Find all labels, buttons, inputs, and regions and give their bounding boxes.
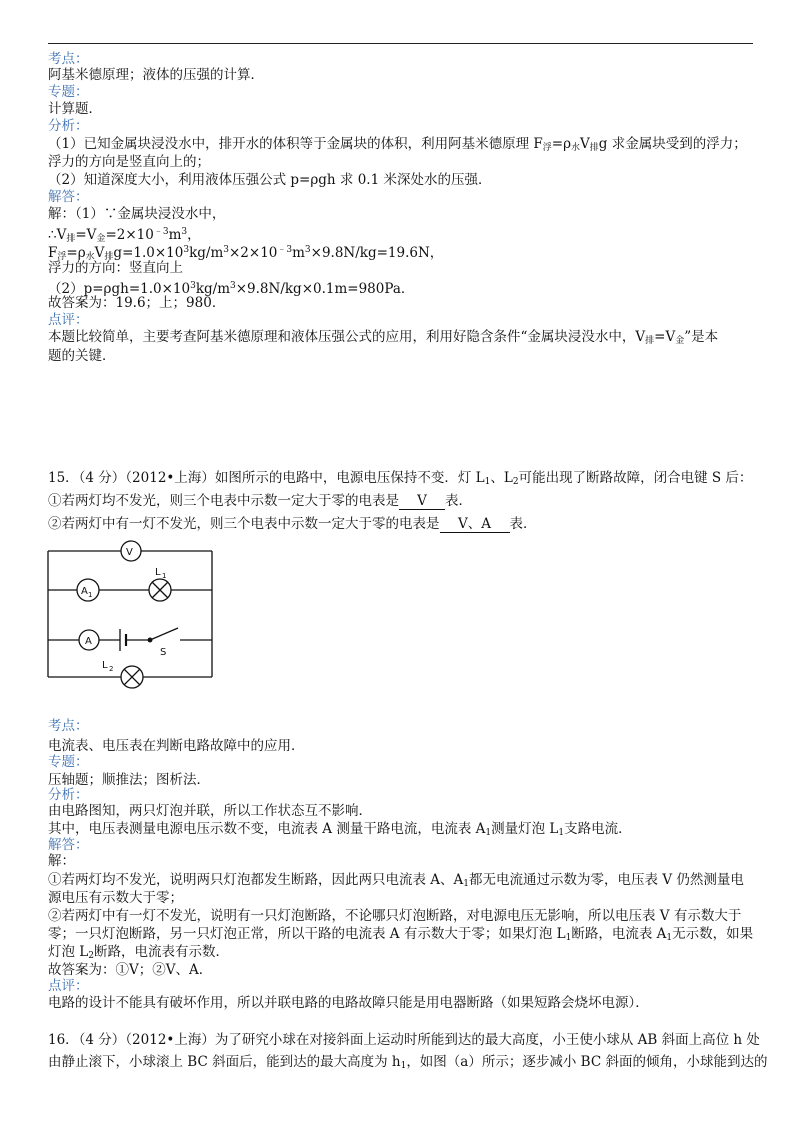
q15-stem: 15．（4 分）（2012•上海）如图所示的电路中，电源电压保持不变．灯 $L_1$、$L_2$可能出现了断路故障，闭合电键 S 后： xyxy=(48,470,753,487)
q15-part2-answer: V、A xyxy=(440,516,510,533)
q14-sol-4: 浮力的方向：竖直向上 xyxy=(48,260,183,276)
q15-sol-0: 解： xyxy=(48,853,75,869)
q15-kaodian: 电流表、电压表在判断电路故障中的应用． xyxy=(48,738,305,754)
lamp-l1-label: L xyxy=(155,567,161,578)
q14-kaodian: 阿基米德原理；液体的压强的计算． xyxy=(48,67,264,83)
lamp-l2-label: L xyxy=(102,660,108,671)
voltmeter-label: V xyxy=(126,547,133,558)
q16-line-2: 由静止滚下，小球滚上 BC 斜面后，能到达的最大高度为 $h_1$，如图（a）所示；逐步减小 BC 斜面的倾角，小球能到达的 xyxy=(48,1054,768,1071)
q15-sol-5: 灯泡 $L_2$断路，电流表有示数． xyxy=(48,944,229,961)
q15-jieda-label: 解答： xyxy=(48,837,89,853)
q15-part1-answer: V xyxy=(399,493,445,510)
switch-blade xyxy=(150,628,178,640)
q15-circuit-diagram xyxy=(40,535,230,695)
q15-sol-2: 源电压有示数大于零； xyxy=(48,890,183,906)
q15-fenxi-2: 其中，电压表测量电源电压示数不变，电流表 A 测量干路电流，电流表 $A_1$测量灯泡 $L_1$支路电流． xyxy=(48,821,632,838)
q14-sol-6: 故答案为：19.6；上；980． xyxy=(48,295,226,311)
lamp-l2-sub: 2 xyxy=(109,665,114,673)
q15-sol-1: ①若两灯均不发光，说明两只灯泡都发生断路，因此两只电流表 A、$A_1$都无电流通过示数为零，电压表 V 仍然测量电 xyxy=(48,872,744,889)
ammeter-a1-label: A xyxy=(81,586,88,597)
q14-sol-1: 解：（1）∵金属块浸没水中， xyxy=(48,206,226,222)
ammeter-a1-sub: 1 xyxy=(88,591,93,599)
q15-zhuanti: 压轴题；顺推法；图析法． xyxy=(48,772,210,788)
q15-kaodian-label: 考点： xyxy=(48,718,89,734)
q14-fenxi-2: 浮力的方向是竖直向上的； xyxy=(48,154,210,170)
q15-sol-3: ②若两灯中有一灯不发光，说明有一只灯泡断路，不论哪只灯泡断路，对电源电压无影响，所以电压表 V 有示数大于 xyxy=(48,908,742,924)
q15-fenxi-label: 分析： xyxy=(48,787,89,803)
q14-jieda-label: 解答： xyxy=(48,189,89,205)
q15-part1: ①若两灯均不发光，则三个电表中示数一定大于零的电表是 V 表． xyxy=(48,493,472,509)
q15-dianping-label: 点评： xyxy=(48,978,89,994)
q14-sol-3: $F_浮=\rho_水V_排g=1.0\times 10^3kg/m^3\times 2\times 10^{﹣3}m^3\times 9.8N/kg=19.6N$， xyxy=(48,245,444,262)
q15-sol-6: 故答案为：①V；②V、A． xyxy=(48,962,213,978)
q15-sol-4: 零；一只灯泡断路，另一只灯泡正常，所以干路的电流表 A 有示数大于零；如果灯泡 $L_1$断路，电流表 $A_1$无示数，如果 xyxy=(48,926,754,943)
q14-kaodian-label: 考点： xyxy=(48,51,89,67)
q14-fenxi-1: （1）已知金属块浸没水中，排开水的体积等于金属块的体积，利用阿基米德原理 $F_浮=\rho_水V_排g$ 求金属块受到的浮力； xyxy=(48,136,747,153)
q14-fenxi-3: （2）知道深度大小，利用液体压强公式 p=ρgh 求 0.1 米深处水的压强． xyxy=(48,172,492,188)
q14-sol-2: $\therefore V_排=V_金=2\times 10^{﹣3}m^3$， xyxy=(48,227,201,244)
q14-zhuanti: 计算题． xyxy=(48,101,102,117)
q14-sol-5: $(2)p=\rho gh=1.0\times 10^3kg/m^3\times 9.8N/kg\times 0.1m=980Pa$． xyxy=(48,281,415,297)
q15-zhuanti-label: 专题： xyxy=(48,754,89,770)
q14-dianping-2: 题的关键． xyxy=(48,348,116,364)
q15-dianping-1: 电路的设计不能具有破坏作用，所以并联电路的电路故障只能是用电器断路（如果短路会烧坏电源）． xyxy=(48,995,649,1011)
q14-dianping-1: 本题比较简单，主要考查阿基米德原理和液体压强公式的应用，利用好隐含条件“金属块浸没水中，$V_排=V_金$”是本 xyxy=(48,329,719,346)
q14-dianping-label: 点评： xyxy=(48,312,89,328)
q14-fenxi-label: 分析： xyxy=(48,118,89,134)
q16-line-1: 16．（4 分）（2012•上海）为了研究小球在对接斜面上运动时所能到达的最大高度，小王使小球从 AB 斜面上高位 h 处 xyxy=(48,1032,760,1048)
q15-fenxi-1: 由电路图知，两只灯泡并联，所以工作状态互不影响． xyxy=(48,803,372,819)
ammeter-a-label: A xyxy=(85,636,92,647)
lamp-l1-sub: 1 xyxy=(162,572,167,580)
q15-part2: ②若两灯中有一灯不发光，则三个电表中示数一定大于零的电表是 V、A 表． xyxy=(48,516,537,532)
header-rule xyxy=(48,43,753,44)
q14-zhuanti-label: 专题： xyxy=(48,84,89,100)
switch-label: S xyxy=(160,647,167,658)
